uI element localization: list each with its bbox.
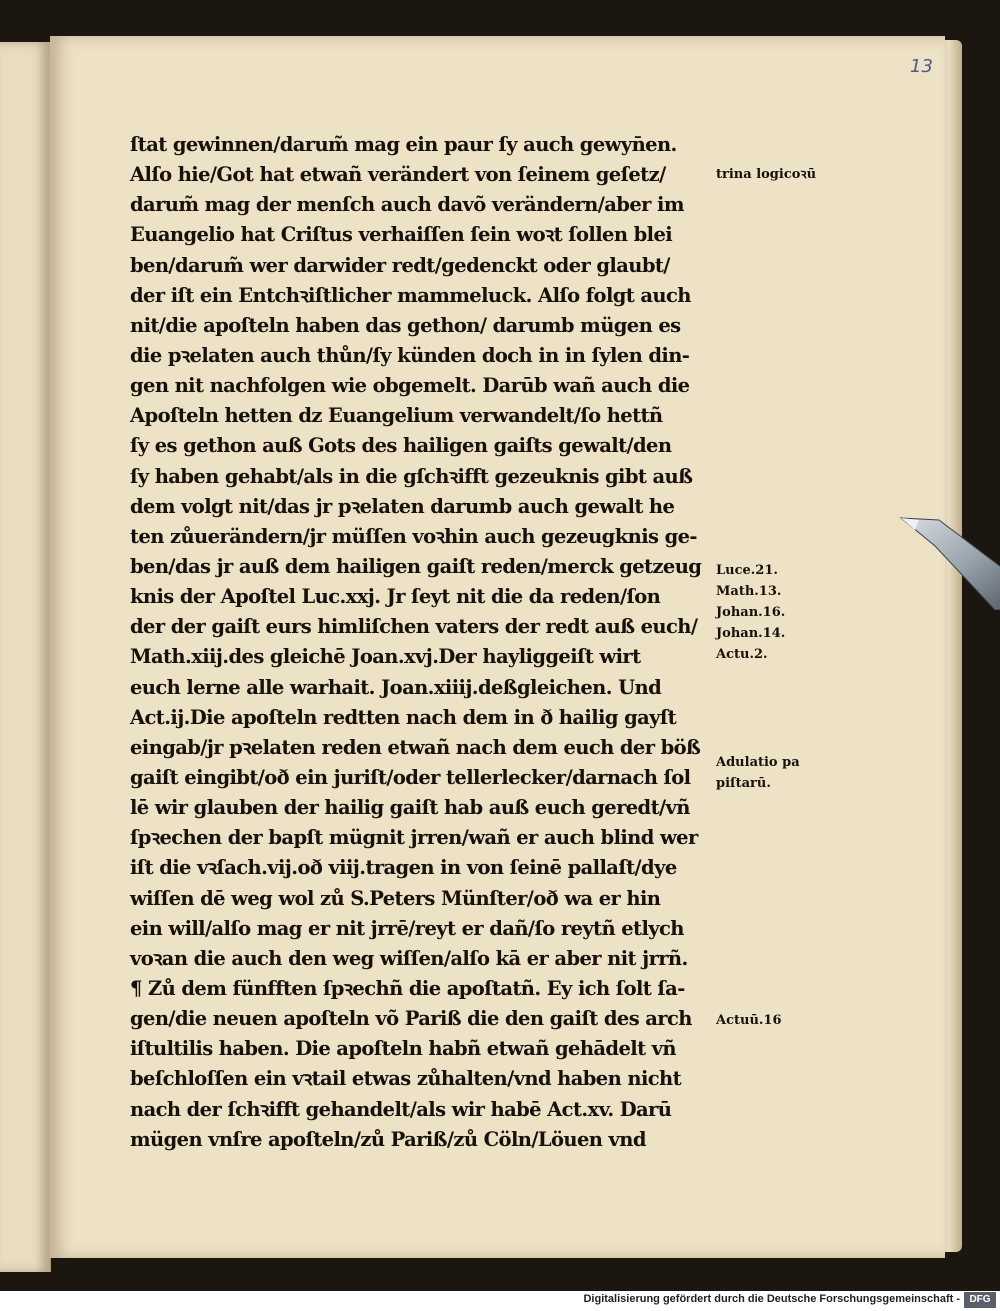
dfg-logo: DFG [964,1292,996,1308]
text-line: der der gaiſt eurs himliſchen vaters der redt auß euch/ [130,615,698,639]
text-line: ten zůuerändern/jr müſſen voꝛhin auch gezeugknis ge- [130,524,697,548]
text-line: wiſſen dē weg wol zů S.Peters Münſter/oð wa er hin [130,886,661,910]
text-line: Alſo hie/Got hat etwañ verändert von ſeinem geſetz/ [130,163,666,187]
left-page-edge [0,42,51,1272]
text-line: gen/die neuen apoſteln võ Pariß die den gaiſt des arch [130,1007,692,1031]
text-line: gen nit nachfolgen wie obgemelt. Darūb wañ auch die [130,374,690,398]
text-line: ſpꝛechen der bapſt mügnit jrren/wañ er auch blind wer [130,826,698,850]
text-line: euch lerne alle warhait. Joan.xiiij.deßgleichen. Und [130,675,662,699]
folio-number: 13 [910,56,933,77]
margin-note: Johan.16. [716,605,786,620]
margin-note: Actuū.16 [716,1013,782,1028]
text-line: voꝛan die auch den weg wiſſen/alſo kā er aber nit jrrñ. [130,946,688,970]
text-line: ¶ Zů dem fünfften ſpꝛechñ die apoſtatñ. Ey ich ſolt ſa- [130,976,685,1000]
text-line: lē wir glauben der hailig gaiſt hab auß euch geredt/vñ [130,796,690,820]
text-line: Euangelio hat Criſtus verhaiſſen ſein woꝛt ſollen blei [130,223,673,247]
text-line: ben/das jr auß dem hailigen gaiſt reden/merck getzeug [130,554,702,578]
text-line: die pꝛelaten auch thůn/ſy künden doch in in ſylen din- [130,343,690,367]
footer-credit: Digitalisierung gefördert durch die Deutsche Forschungsgemeinschaft - [583,1293,960,1305]
text-line: ſtat gewinnen/darum̃ mag ein paur ſy auch gewyn̄en. [130,133,677,156]
text-line: ſy haben gehabt/als in die gſchꝛifft gezeuknis gibt auß [130,464,693,488]
text-line: eingab/jr pꝛelaten reden etwañ nach dem euch der böß [130,735,701,759]
text-line: der iſt ein Entchꝛiſtlicher mammeluck. Alſo folgt auch [130,283,691,307]
text-line: Math.xiij.des gleichē Joan.xvj.Der hayliggeiſt wirt [130,645,641,669]
text-line: Apoſteln hetten dz Euangelium verwandelt/ſo hettñ [130,404,663,428]
text-line: ſy es gethon auß Gots des hailigen gaiſts gewalt/den [130,434,672,458]
text-line: nach der ſchꝛifft gehandelt/als wir habē Act.xv. Darū [130,1097,672,1121]
margin-note: Luce.21. [716,563,778,578]
text-line: nit/die apoſteln haben das gethon/ darumb mügen es [130,313,681,337]
text-line: ein will/alſo mag er nit jrrē/reyt er dañ/ſo reytñ etlych [130,916,684,940]
main-text-block [130,130,715,1155]
margin-note: Johan.14. [716,626,786,641]
margin-note: piſtarū. [716,776,771,791]
text-line: ben/darum̃ wer darwider redt/gedenckt oder glaubt/ [130,253,670,277]
text-line: iſtultilis haben. Die apoſteln habñ etwañ gehādelt vñ [130,1037,676,1061]
margin-note: Adulatio pa [716,755,800,770]
text-line: darum̃ mag der menſch auch davõ verändern/aber im [130,193,684,217]
text-line: knis der Apoſtel Luc.xxj. Jr ſeyt nit die da reden/ſon [130,585,661,609]
text-line: dem volgt nit/das jr pꝛelaten darumb auch gewalt he [130,494,675,518]
margin-note: Actu.2. [716,647,768,662]
margin-note: trina logicoꝛū [716,167,817,182]
text-line: mügen vnſre apoſteln/zů Pariß/zů Cöln/Löuen vnd [130,1127,646,1151]
text-line: gaiſt eingibt/oð ein juriſt/oder tellerlecker/darnach ſol [130,765,691,789]
text-line: Act.ij.Die apoſteln redtten nach dem in ð hailig gayſt [130,705,677,729]
pen-pointer-icon [895,500,1000,610]
margin-note: Math.13. [716,584,782,599]
text-line: beſchloſſen ein vꝛtail etwas zůhalten/vnd haben nicht [130,1067,682,1091]
text-line: iſt die vꝛſach.vij.oð viij.tragen in von ſeinē pallaſt/dye [130,856,677,880]
footer-bar [0,1291,1000,1311]
